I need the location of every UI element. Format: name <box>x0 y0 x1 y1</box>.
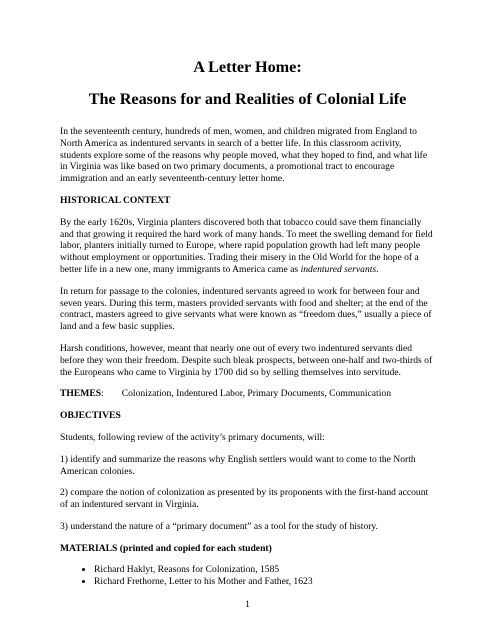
intro-paragraph: In the seventeenth century, hundreds of men, women, and children migrated from England to North America as indentured servants in search of a better life. In this classroom activity, students explore some of the reasons why people moved, what they hoped to find, and what life in Virginia was like based on two primary documents, a promotional tract to encourage immigration and an early seventeenth-century letter home. <box>60 126 428 185</box>
themes-value: Colonization, Indentured Labor, Primary Documents, Communication <box>121 388 391 400</box>
objectives-lead: Students, following review of the activity’s primary documents, will: <box>60 431 325 443</box>
page-subtitle: The Reasons for and Realities of Colonial Life <box>88 90 407 108</box>
context-paragraph-1 <box>60 217 435 276</box>
themes-label: THEMES <box>60 388 102 400</box>
historical-context-heading: HISTORICAL CONTEXT <box>60 194 171 206</box>
indentured-servants-term: indentured servants <box>300 263 377 275</box>
context-paragraph-3: Harsh conditions, however, meant that nearly one out of every two indentured servants died before they won their freedom. Despite such bleak prospects, between one-half and two-thirds of the Europeans who came to Virginia by 1700 did so by selling themselves into servitude. <box>60 342 433 378</box>
context-paragraph-1-end: . <box>376 263 379 275</box>
materials-list <box>60 564 435 588</box>
materials-item: • Richard Frethorne, Letter to his Mother and Father, 1623 <box>94 576 435 588</box>
materials-item: • Richard Haklyt, Reasons for Colonization, 1585 <box>94 564 435 576</box>
themes-line <box>60 388 435 400</box>
page-title: A Letter Home: <box>193 58 302 76</box>
themes-colon: : <box>101 388 104 400</box>
objective-item-1: 1) identify and summarize the reasons why English settlers would want to come to the North American colonies. <box>60 453 416 477</box>
context-paragraph-1-text: By the early 1620s, Virginia planters discovered both that tobacco could save them financially and that growing it required the hard work of many hands. To meet the swelling demand for field labor, planters initially turned to Europe, where rapid population growth had left many people without employment or opportunities. Trading their misery in the Old World for the hope of a better life in a new one, many immigrants to America came as <box>60 216 433 275</box>
objective-item-3: 3) understand the nature of a “primary document” as a tool for the study of history. <box>60 520 379 532</box>
objectives-heading: OBJECTIVES <box>60 410 121 422</box>
context-paragraph-2: In return for passage to the colonies, indentured servants agreed to work for between four and seven years. During this term, masters provided servants with food and shelter; at the end of the contract, masters agreed to give servants what were known as “freedom dues,” usually a piece of land and a few basic supplies. <box>60 285 432 333</box>
objective-item-2: 2) compare the notion of colonization as presented by its proponents with the first-hand account of an indentured servant in Virginia. <box>60 487 429 511</box>
page-number: 1 <box>245 599 250 610</box>
materials-heading: MATERIALS (printed and copied for each student) <box>60 542 272 554</box>
